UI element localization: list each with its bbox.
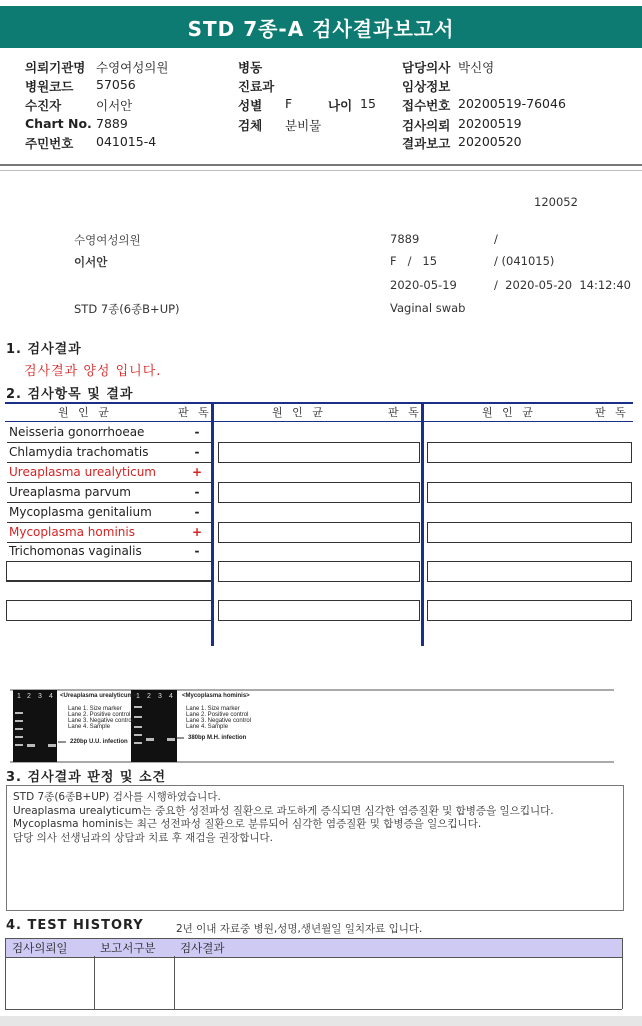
gel-left-legend-3: Lane 3. Negative control: [68, 718, 134, 724]
gel-left-lane-3: 3: [38, 693, 42, 700]
age-value: 15: [360, 96, 376, 111]
history-col-date: 검사의뢰일: [12, 941, 68, 955]
empty-cell: [427, 561, 632, 582]
empty-cell: [218, 600, 420, 621]
history-cell-result: [174, 956, 623, 1009]
patient-id: 120052: [534, 195, 578, 209]
comment-line-2: Ureaplasma urealyticum는 중요한 성전파성 질환으로 과도하게 증식되면 심각한 염증질환 및 합병증을 일으킵니다.: [13, 804, 554, 817]
row-line: [7, 522, 211, 523]
gel-right-legend-1: Lane 1. Size marker: [186, 706, 240, 712]
row-line: [7, 542, 211, 543]
header-divider-2: [0, 170, 642, 171]
accession-value: 20200519-76046: [458, 96, 566, 111]
empty-cell: [218, 561, 420, 582]
report-title: STD 7종-A 검사결과보고서: [0, 6, 642, 48]
comment-line-1: STD 7종(6종B+UP) 검사를 시행하였습니다.: [13, 791, 221, 803]
pathogen-result: +: [191, 465, 203, 479]
patient-specimen: Vaginal swab: [390, 301, 466, 315]
gel-left-legend-1: Lane 1. Size marker: [68, 706, 122, 712]
age-label: 나이: [328, 98, 353, 113]
comment-line-4: 담당 의사 선생님과의 상담과 치료 후 재검을 권장합니다.: [13, 831, 273, 844]
accession-label: 접수번호: [402, 98, 451, 113]
pathogen-result: +: [191, 525, 203, 539]
gel-electrophoresis: [10, 688, 614, 764]
specimen-value: 분비물: [285, 118, 322, 133]
col-pathogen-2: 원 인 균: [272, 406, 326, 419]
row-line: [7, 462, 211, 463]
patient-hospital: 수영여성의원: [74, 233, 141, 247]
doctor-label: 담당의사: [402, 60, 451, 75]
empty-cell: [427, 482, 632, 503]
dept-label: 진료과: [238, 79, 275, 94]
pathogen-result: -: [194, 445, 200, 459]
row-line: [7, 482, 211, 483]
gel-left-legend-2: Lane 2. Positive control: [68, 712, 131, 718]
gel-right-legend-4: Lane 4. Sample: [186, 724, 229, 730]
comment-box: [6, 785, 624, 911]
resident-label: 주민번호: [25, 136, 74, 151]
specimen-label: 검체: [238, 118, 263, 133]
gel-right-lane-3: 3: [158, 693, 162, 700]
gel-right-lane-1: 1: [136, 693, 140, 700]
code-label: 병원코드: [25, 79, 74, 94]
col-result-1: 판 독: [178, 406, 212, 419]
pathogen-name: Chlamydia trachomatis: [9, 445, 149, 459]
pathogen-name: Ureaplasma parvum: [9, 485, 131, 499]
section3-title: 3. 검사결과 판정 및 소견: [6, 770, 167, 785]
section1-title: 1. 검사결과: [6, 342, 82, 357]
page-footer-band: [0, 1016, 642, 1026]
empty-cell: [427, 600, 632, 621]
gel-left-title: <Ureaplasma urealyticum>: [60, 693, 137, 699]
section4-title: 4. TEST HISTORY: [6, 918, 144, 933]
comment-line-3: Mycoplasma hominis는 최근 성전파성 질환으로 분류되어 심각한 염증질환 및 합병증을 일으킵니다.: [13, 818, 482, 830]
gel-image: [10, 688, 614, 764]
request-date-label: 검사의뢰: [402, 118, 451, 133]
history-cell-type: [94, 956, 175, 1009]
pathogen-result: -: [194, 485, 200, 499]
report-date-label: 결과보고: [402, 136, 451, 151]
history-col-type: 보고서구분: [100, 941, 156, 955]
resident-value: 041015-4: [96, 134, 157, 149]
pathogen-name: Trichomonas vaginalis: [9, 544, 142, 558]
patient-birth: / (041015): [494, 254, 555, 268]
pathogen-result: -: [194, 425, 200, 439]
clinical-label: 임상정보: [402, 79, 451, 94]
hospital-label: 의뢰기관명: [25, 60, 86, 75]
ward-label: 병동: [238, 60, 263, 75]
chart-label: Chart No.: [25, 116, 92, 131]
row-line: [7, 442, 211, 443]
patient-chart: 7889: [390, 232, 420, 246]
gel-left-band: 220bp U.U. infection: [70, 739, 128, 745]
sex-value: F: [285, 96, 293, 111]
patient-name: 이서안: [74, 255, 108, 269]
history-bottom-line: [5, 1009, 622, 1010]
empty-cell: [218, 442, 420, 463]
sex-label: 성별: [238, 98, 263, 113]
empty-cell: [218, 522, 420, 543]
history-cell-date: [5, 956, 94, 1009]
gel-left-lane-4: 4: [49, 693, 53, 700]
report-date-value: 20200520: [458, 134, 522, 149]
patient-reported: / 2020-05-20 14:12:40: [494, 278, 631, 292]
history-header: [5, 938, 623, 958]
row-line: [7, 502, 211, 503]
result-summary: 검사결과 양성 입니다.: [24, 364, 162, 379]
patient-slash: /: [494, 232, 498, 246]
gel-left-lane-2: 2: [27, 693, 31, 700]
history-note: 2년 이내 자료중 병원,성명,생년월일 일치자료 입니다.: [176, 923, 423, 935]
table-header-line: [5, 421, 633, 422]
gel-right-lane-2: 2: [147, 693, 151, 700]
col-result-3: 판 독: [595, 406, 629, 419]
patient-sex-age: F / 15: [390, 254, 438, 268]
col-pathogen-1: 원 인 균: [58, 406, 112, 419]
pathogen-name: Mycoplasma hominis: [9, 525, 135, 539]
recipient-value: 이서안: [96, 98, 133, 113]
table-divider-2: [421, 402, 424, 646]
chart-value: 7889: [96, 116, 128, 131]
gel-right-legend-3: Lane 3. Negative control: [186, 718, 252, 724]
patient-collected: 2020-05-19: [390, 278, 457, 292]
gel-left-legend-4: Lane 4. Sample: [68, 724, 111, 730]
gel-left-lane-1: 1: [17, 693, 21, 700]
pathogen-result: -: [194, 505, 200, 519]
hospital-value: 수영여성의원: [96, 60, 169, 75]
history-col-result: 검사결과: [180, 941, 225, 955]
col-pathogen-3: 원 인 균: [482, 406, 536, 419]
pathogen-name: Mycoplasma genitalium: [9, 505, 152, 519]
gel-right-band: 380bp M.H. infection: [188, 735, 247, 741]
recipient-label: 수진자: [25, 98, 62, 113]
pathogen-result: -: [194, 544, 200, 558]
gel-right-title: <Mycoplasma hominis>: [182, 693, 250, 699]
code-value: 57056: [96, 77, 136, 92]
empty-cell: [427, 522, 632, 543]
doctor-value: 박신영: [458, 60, 495, 75]
empty-cell: [427, 442, 632, 463]
gel-right-lane-4: 4: [169, 693, 173, 700]
empty-cell: [6, 561, 212, 582]
patient-test: STD 7종(6종B+UP): [74, 302, 180, 316]
section2-title: 2. 검사항목 및 결과: [6, 387, 134, 402]
pathogen-name: Neisseria gonorrhoeae: [9, 425, 145, 439]
empty-cell: [6, 600, 212, 621]
gel-right-legend-2: Lane 2. Positive control: [186, 712, 249, 718]
gel-left: [13, 690, 57, 762]
request-date-value: 20200519: [458, 116, 522, 131]
empty-cell: [218, 482, 420, 503]
pathogen-name: Ureaplasma urealyticum: [9, 465, 156, 479]
header-divider: [0, 164, 642, 166]
col-result-2: 판 독: [388, 406, 422, 419]
